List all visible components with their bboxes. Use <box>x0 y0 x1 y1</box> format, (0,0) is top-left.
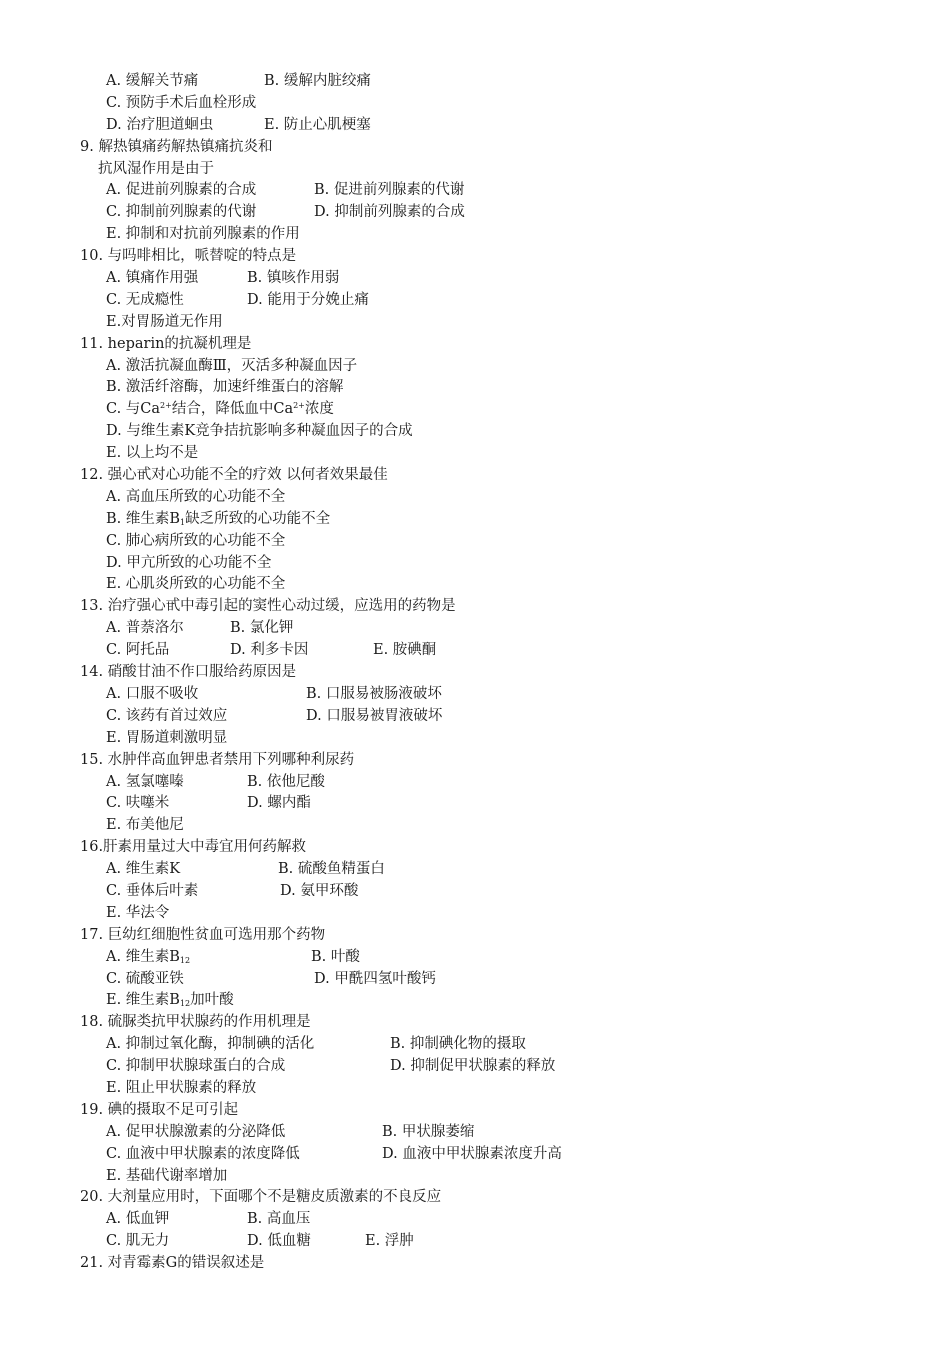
answer-option <box>106 947 311 969</box>
text-run: C. 该药有首过效应 <box>106 707 228 724</box>
answer-options-line <box>80 1144 880 1166</box>
text-run: E. 胃肠道刺激明显 <box>106 729 228 746</box>
text-run: C. 与Ca <box>106 401 161 418</box>
answer-option <box>106 180 314 202</box>
answer-option <box>390 1034 526 1056</box>
answer-options-line <box>80 969 880 991</box>
text-run: 13. 治疗强心甙中毒引起的窦性心动过缓，应选用的药物是 <box>80 598 456 615</box>
subscript: 12 <box>179 955 191 965</box>
answer-option <box>247 1231 365 1253</box>
answer-options-line <box>80 93 880 115</box>
answer-option <box>247 793 311 815</box>
text-run: B. 甲状腺萎缩 <box>382 1123 475 1140</box>
text-run: C. 肌无力 <box>106 1233 170 1250</box>
text-run: D. 能用于分娩止痛 <box>247 291 369 308</box>
question-stem <box>80 837 306 859</box>
question-list <box>80 71 880 1275</box>
text-run: 10. 与吗啡相比，哌替啶的特点是 <box>80 248 297 265</box>
text-run: E. 防止心肌梗塞 <box>264 116 371 133</box>
text-run: 11. heparin的抗凝机理是 <box>80 335 252 352</box>
question-text <box>80 596 880 618</box>
question-stem <box>80 1253 264 1275</box>
text-run: E. 抑制和对抗前列腺素的作用 <box>106 226 300 243</box>
subscript: 12 <box>179 999 191 1009</box>
answer-option <box>106 377 343 399</box>
answer-option <box>247 268 339 290</box>
answer-option <box>264 71 371 93</box>
text-run: 结合，降低血中Ca <box>171 401 294 418</box>
text-run: 缺乏所致的心功能不全 <box>185 510 331 527</box>
answer-option <box>106 487 285 509</box>
text-run: A. 氢氯噻嗪 <box>106 773 184 790</box>
answer-option <box>106 1056 390 1078</box>
superscript: 2+ <box>293 401 305 411</box>
question-stem <box>80 334 251 356</box>
answer-option <box>106 312 223 334</box>
answer-option <box>311 947 360 969</box>
text-run: 14. 硝酸甘油不作口服给药原因是 <box>80 664 297 681</box>
question-text <box>80 137 880 159</box>
text-run: 17. 巨幼红细胞性贫血可选用那个药物 <box>80 926 326 943</box>
answer-options-line <box>80 202 880 224</box>
question-stem <box>80 137 272 159</box>
answer-options-line <box>80 421 880 443</box>
answer-option <box>106 881 280 903</box>
answer-options-line <box>80 443 880 465</box>
text-run: E. 以上均不是 <box>106 445 199 462</box>
answer-option <box>106 640 230 662</box>
text-run: E. 华法令 <box>106 904 170 921</box>
text-run: A. 促甲状腺激素的分泌降低 <box>106 1123 286 1140</box>
text-run: 浓度 <box>304 401 334 418</box>
text-run: A. 高血压所致的心功能不全 <box>106 488 286 505</box>
answer-option <box>106 553 271 575</box>
answer-option <box>106 1144 382 1166</box>
text-run: C. 无成瘾性 <box>106 291 184 308</box>
answer-options-line <box>80 947 880 969</box>
text-run: A. 维生素B <box>106 948 180 965</box>
text-run: A. 维生素K <box>106 861 181 878</box>
question-text <box>80 1187 880 1209</box>
answer-option <box>230 618 293 640</box>
text-run: B. 维生素B <box>106 510 181 527</box>
answer-options-line <box>80 706 880 728</box>
answer-option <box>106 531 285 553</box>
answer-option <box>106 509 330 531</box>
question-stem <box>80 246 296 268</box>
answer-options-line <box>80 487 880 509</box>
answer-option <box>314 969 436 991</box>
answer-option <box>106 1231 247 1253</box>
answer-options-line <box>80 509 880 531</box>
answer-option <box>278 859 385 881</box>
answer-options-line <box>80 881 880 903</box>
answer-options-line <box>80 553 880 575</box>
text-run: B. 硫酸鱼精蛋白 <box>278 861 385 878</box>
question-text <box>80 465 880 487</box>
text-run: 12. 强心甙对心功能不全的疗效 以何者效果最佳 <box>80 467 388 484</box>
text-run: D. 螺内酯 <box>247 795 311 812</box>
answer-option <box>365 1231 414 1253</box>
text-run: 21. 对青霉素G的错误叙述是 <box>80 1255 265 1272</box>
answer-option <box>106 684 306 706</box>
text-run: B. 促进前列腺素的代谢 <box>314 182 465 199</box>
answer-options-line <box>80 1231 880 1253</box>
subscript: 1 <box>180 517 186 527</box>
answer-options-line <box>80 180 880 202</box>
answer-options-line <box>80 1078 880 1100</box>
text-run: D. 氨甲环酸 <box>280 882 359 899</box>
text-run: A. 激活抗凝血酶Ⅲ，灭活多种凝血因子 <box>106 357 358 374</box>
answer-options-line <box>80 1034 880 1056</box>
answer-option <box>382 1144 562 1166</box>
answer-option <box>106 268 247 290</box>
answer-options-line <box>80 268 880 290</box>
question-text <box>80 750 880 772</box>
answer-option <box>106 224 300 246</box>
answer-options-line <box>80 1166 880 1188</box>
answer-option <box>106 793 247 815</box>
answer-options-line <box>80 793 880 815</box>
answer-option <box>280 881 358 903</box>
answer-option <box>106 728 227 750</box>
text-run: B. 抑制碘化物的摄取 <box>390 1036 526 1053</box>
text-run: C. 预防手术后血栓形成 <box>106 94 257 111</box>
text-run: A. 缓解关节痛 <box>106 73 199 89</box>
question-stem <box>80 750 354 772</box>
answer-option <box>106 356 357 378</box>
question-text <box>80 1100 880 1122</box>
question-text <box>80 246 880 268</box>
text-run: C. 呋噻米 <box>106 795 170 812</box>
question-stem <box>80 925 325 947</box>
text-run: D. 抑制促甲状腺素的释放 <box>390 1058 556 1075</box>
answer-option <box>106 969 314 991</box>
answer-option <box>106 290 247 312</box>
answer-options-line <box>80 71 880 93</box>
text-run: 19. 碘的摄取不足可引起 <box>80 1101 239 1118</box>
answer-option <box>382 1122 474 1144</box>
answer-options-line <box>80 531 880 553</box>
question-stem <box>80 1100 238 1122</box>
answer-option <box>106 71 264 93</box>
text-run: D. 治疗胆道蛔虫 <box>106 116 214 133</box>
answer-option <box>106 1122 382 1144</box>
answer-options-line <box>80 115 880 137</box>
text-run: D. 甲亢所致的心功能不全 <box>106 554 272 571</box>
text-run: E. 维生素B <box>106 992 180 1009</box>
text-run: D. 抑制前列腺素的合成 <box>314 204 465 221</box>
question-text <box>80 159 880 181</box>
question-text <box>80 925 880 947</box>
question-text <box>80 334 880 356</box>
answer-option <box>106 772 247 794</box>
superscript: 2+ <box>160 401 172 411</box>
answer-options-line <box>80 859 880 881</box>
text-run: E. 布美他尼 <box>106 817 184 834</box>
answer-options-line <box>80 903 880 925</box>
answer-option <box>106 815 184 837</box>
text-run: A. 促进前列腺素的合成 <box>106 182 257 199</box>
answer-options-line <box>80 224 880 246</box>
text-run: C. 血液中甲状腺素的浓度降低 <box>106 1145 300 1162</box>
answer-option <box>106 202 314 224</box>
text-run: A. 普萘洛尔 <box>106 620 184 637</box>
answer-option <box>106 990 234 1012</box>
answer-options-line <box>80 290 880 312</box>
text-run: A. 抑制过氧化酶，抑制碘的活化 <box>106 1036 315 1053</box>
answer-option <box>106 859 278 881</box>
question-stem <box>80 465 388 487</box>
question-stem <box>80 1187 441 1209</box>
text-run: D. 甲酰四氢叶酸钙 <box>314 970 436 987</box>
question-stem <box>80 662 296 684</box>
text-run: D. 血液中甲状腺素浓度升高 <box>382 1145 562 1162</box>
answer-options-line <box>80 1122 880 1144</box>
answer-options-line <box>80 815 880 837</box>
question-text <box>80 1253 880 1275</box>
answer-options-line <box>80 1209 880 1231</box>
text-run: B. 高血压 <box>247 1211 311 1228</box>
answer-option <box>106 115 264 137</box>
text-run: B. 叶酸 <box>311 948 360 965</box>
answer-option <box>390 1056 555 1078</box>
answer-options-line <box>80 574 880 596</box>
text-run: C. 硫酸亚铁 <box>106 970 184 987</box>
answer-options-line <box>80 990 880 1012</box>
question-stem <box>98 159 214 181</box>
text-run: 抗风湿作用是由于 <box>98 160 214 177</box>
text-run: 15. 水肿伴高血钾患者禁用下列哪种利尿药 <box>80 751 355 768</box>
text-run: C. 肺心病所致的心功能不全 <box>106 532 286 549</box>
answer-option <box>230 640 373 662</box>
answer-option <box>106 93 256 115</box>
text-run: E.对胃肠道无作用 <box>106 313 223 330</box>
question-text <box>80 662 880 684</box>
answer-option <box>306 706 442 728</box>
answer-option <box>106 903 169 925</box>
answer-option <box>106 421 413 443</box>
text-run: B. 缓解内脏绞痛 <box>264 73 371 89</box>
answer-option <box>247 290 369 312</box>
text-run: C. 抑制前列腺素的代谢 <box>106 204 257 221</box>
answer-options-line <box>80 356 880 378</box>
text-run: E. 基础代谢率增加 <box>106 1167 228 1184</box>
answer-options-line <box>80 640 880 662</box>
answer-option <box>314 180 464 202</box>
text-run: C. 垂体后叶素 <box>106 882 199 899</box>
answer-option <box>373 640 436 662</box>
answer-options-line <box>80 772 880 794</box>
text-run: D. 低血糖 <box>247 1233 311 1250</box>
answer-option <box>314 202 465 224</box>
text-run: 16.肝素用量过大中毒宜用何药解救 <box>80 839 307 856</box>
answer-options-line <box>80 377 880 399</box>
text-run: C. 抑制甲状腺球蛋白的合成 <box>106 1058 286 1075</box>
text-run: A. 镇痛作用强 <box>106 270 199 287</box>
text-run: B. 氯化钾 <box>230 620 294 637</box>
answer-options-line <box>80 684 880 706</box>
text-run: D. 利多卡因 <box>230 642 309 659</box>
text-run: A. 口服不吸收 <box>106 685 199 702</box>
answer-options-line <box>80 399 880 421</box>
text-run: B. 激活纤溶酶，加速纤维蛋白的溶解 <box>106 379 344 396</box>
question-stem <box>80 1012 311 1034</box>
answer-option <box>247 772 325 794</box>
question-stem <box>80 596 456 618</box>
text-run: E. 心肌炎所致的心功能不全 <box>106 576 286 593</box>
answer-option <box>106 1034 390 1056</box>
answer-option <box>106 618 230 640</box>
question-text <box>80 837 880 859</box>
answer-option <box>106 443 198 465</box>
question-text <box>80 1012 880 1034</box>
text-run: B. 镇咳作用弱 <box>247 270 340 287</box>
text-run: E. 浮肿 <box>365 1233 414 1250</box>
text-run: 20. 大剂量应用时，下面哪个不是糖皮质激素的不良反应 <box>80 1189 442 1206</box>
answer-options-line <box>80 312 880 334</box>
answer-option <box>106 1166 227 1188</box>
answer-option <box>106 1209 247 1231</box>
answer-option <box>247 1209 310 1231</box>
text-run: 加叶酸 <box>190 992 234 1009</box>
answer-option <box>264 115 371 137</box>
answer-option <box>106 574 285 596</box>
answer-options-line <box>80 728 880 750</box>
text-run: E. 胺碘酮 <box>373 642 437 659</box>
text-run: E. 阻止甲状腺素的释放 <box>106 1079 257 1096</box>
text-run: 18. 硫脲类抗甲状腺药的作用机理是 <box>80 1014 311 1031</box>
answer-options-line <box>80 618 880 640</box>
text-run: B. 口服易被肠液破坏 <box>306 685 442 702</box>
text-run: D. 与维生素K竞争拮抗影响多种凝血因子的合成 <box>106 423 413 440</box>
answer-option <box>106 706 306 728</box>
text-run: C. 阿托品 <box>106 642 170 659</box>
answer-option <box>106 1078 256 1100</box>
answer-options-line <box>80 1056 880 1078</box>
answer-option <box>106 399 334 421</box>
text-run: A. 低血钾 <box>106 1211 170 1228</box>
text-run: B. 依他尼酸 <box>247 773 325 790</box>
text-run: D. 口服易被胃液破坏 <box>306 707 443 724</box>
answer-option <box>306 684 442 706</box>
text-run: 9. 解热镇痛药解热镇痛抗炎和 <box>80 138 273 155</box>
